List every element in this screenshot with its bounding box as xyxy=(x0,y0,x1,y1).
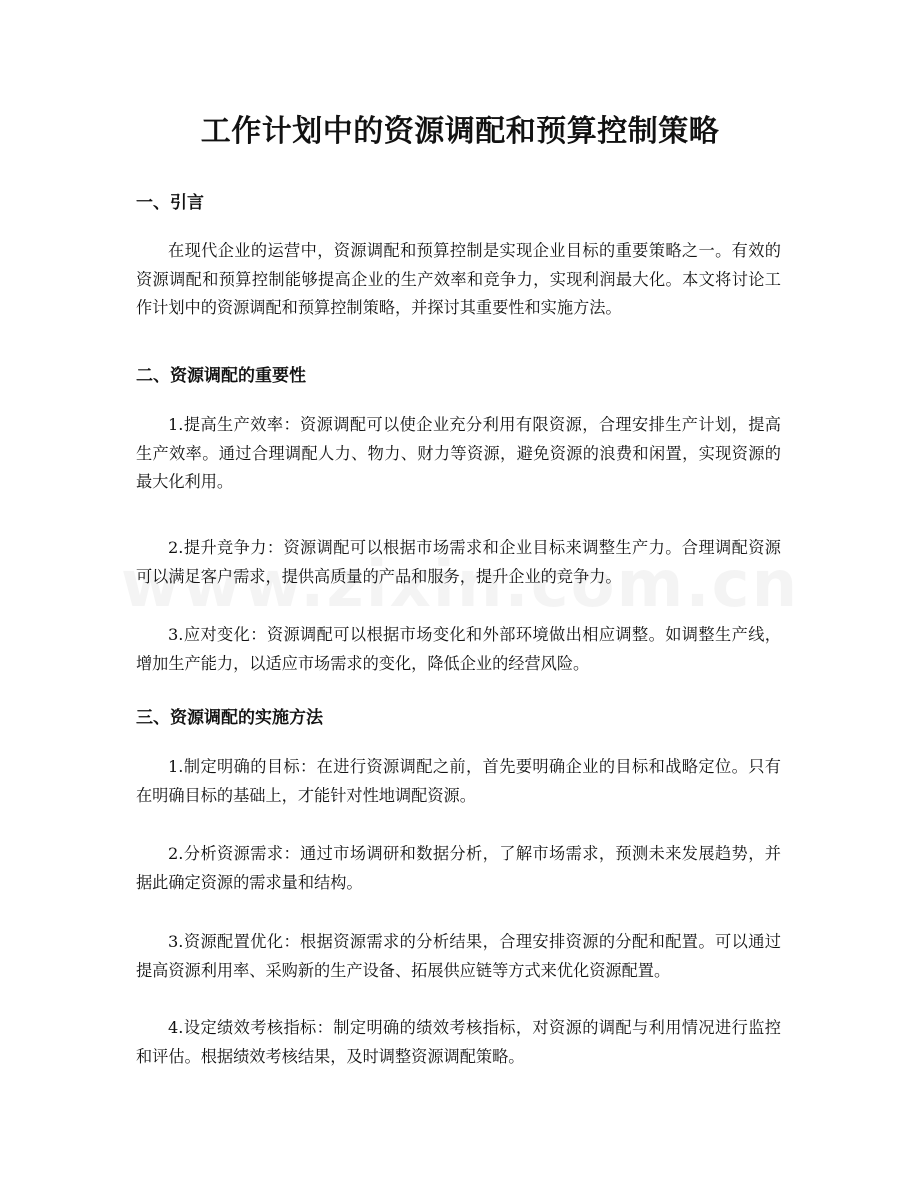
paragraph: 3.应对变化：资源调配可以根据市场变化和外部环境做出相应调整。如调整生产线，增加生产能力，以适应市场需求的变化，降低企业的经营风险。 xyxy=(136,625,781,673)
paragraph: 2.分析资源需求：通过市场调研和数据分析，了解市场需求，预测未来发展趋势，并据此确定资源的需求量和结构。 xyxy=(136,844,781,892)
paragraph: 3.资源配置优化：根据资源需求的分析结果，合理安排资源的分配和配置。可以通过提高资源利用率、采购新的生产设备、拓展供应链等方式来优化资源配置。 xyxy=(136,932,781,980)
paragraph: 在现代企业的运营中，资源调配和预算控制是实现企业目标的重要策略之一。有效的资源调配和预算控制能够提高企业的生产效率和竞争力，实现利润最大化。本文将讨论工作计划中的资源调配和预算控制策略，并探讨其重要性和实施方法。 xyxy=(136,241,781,317)
section-heading-importance: 二、资源调配的重要性 xyxy=(136,366,306,386)
paragraph: 2.提升竞争力：资源调配可以根据市场需求和企业目标来调整生产力。合理调配资源可以满足客户需求，提供高质量的产品和服务，提升企业的竞争力。 xyxy=(136,538,781,586)
paragraph: 1.提高生产效率：资源调配可以使企业充分利用有限资源，合理安排生产计划，提高生产效率。通过合理调配人力、物力、财力等资源，避免资源的浪费和闲置，实现资源的最大化利用。 xyxy=(136,415,781,491)
page-title: 工作计划中的资源调配和预算控制策略 xyxy=(200,114,720,149)
section-heading-implementation: 三、资源调配的实施方法 xyxy=(136,708,323,728)
paragraph: 1.制定明确的目标：在进行资源调配之前，首先要明确企业的目标和战略定位。只有在明确目标的基础上，才能针对性地调配资源。 xyxy=(136,757,781,805)
section-heading-introduction: 一、引言 xyxy=(136,193,204,213)
paragraph: 4.设定绩效考核指标：制定明确的绩效考核指标，对资源的调配与利用情况进行监控和评估。根据绩效考核结果，及时调整资源调配策略。 xyxy=(136,1018,781,1066)
